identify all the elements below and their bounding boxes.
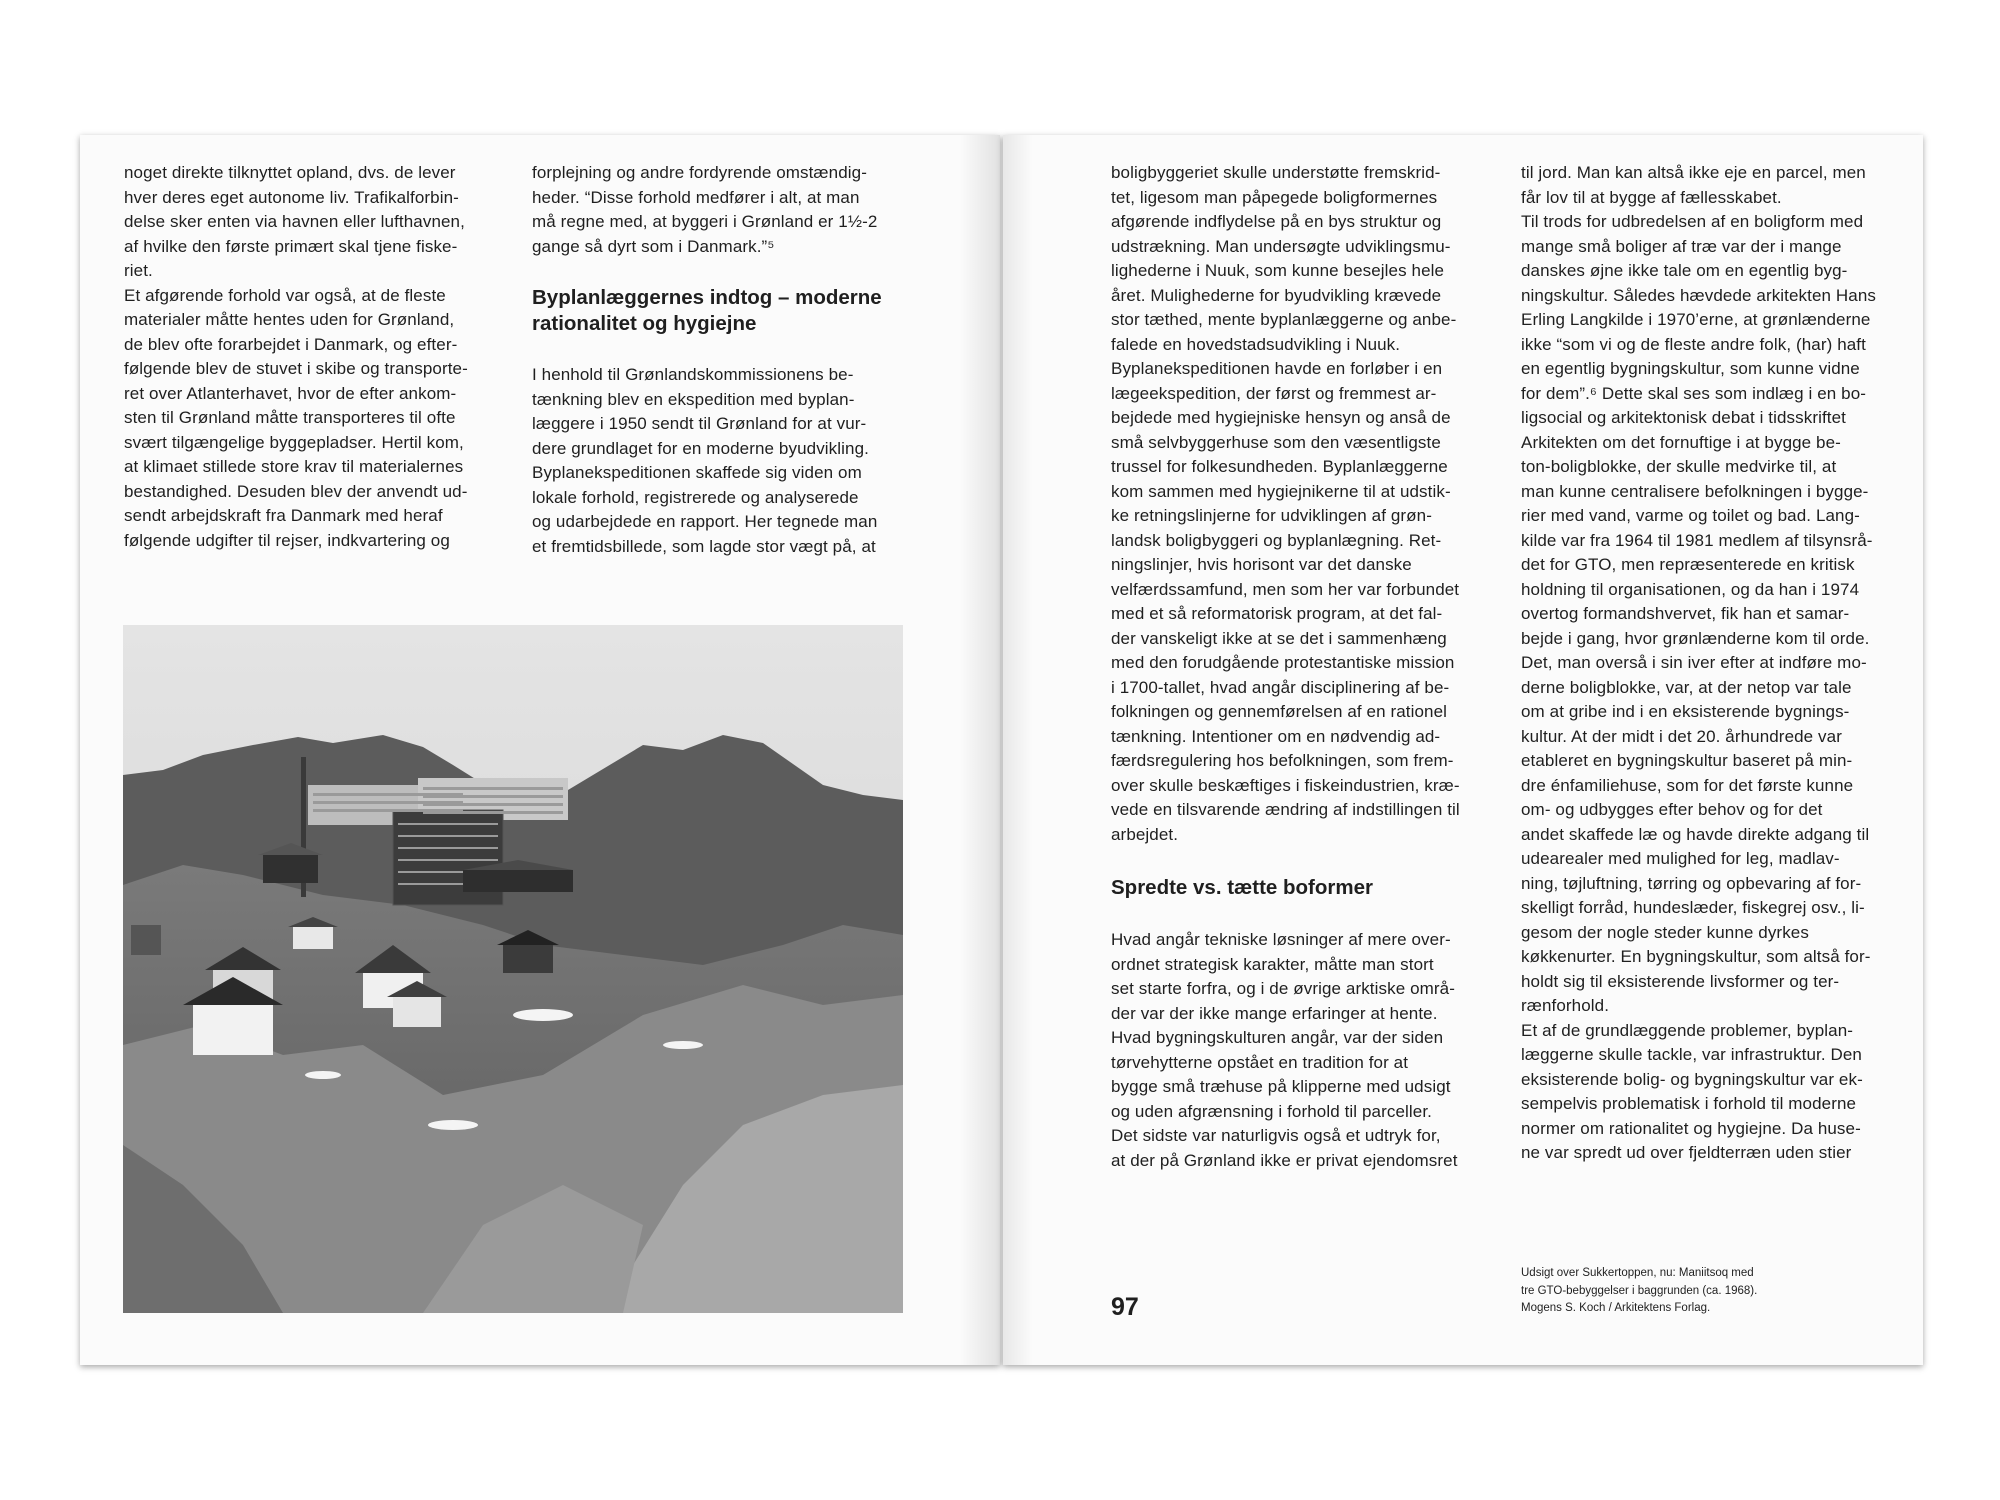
gutter-shadow xyxy=(1003,135,1033,1365)
section-heading-byplan: Byplanlæggernes indtog – moderne rationalitet og hygiejne xyxy=(532,286,882,335)
section-heading-spredte: Spredte vs. tætte boformer xyxy=(1111,876,1373,899)
left-column-2-text: forplejning og andre fordyrende omstændig- heder. “Disse forhold medfører i alt, at man må regne med, at byggeri i Grønland er 1½-2 gange så dyrt som i Danmark.”⁵ xyxy=(532,163,878,256)
right-column-1-text: boligbyggeriet skulle understøtte fremskrid- tet, ligesom man påpegede boligformernes afgørende indflydelse på en bys struktur og udstrækning. Man undersøgte udviklingsmu- lighederne i Nuuk, som kunne besejles hele året. Mulighederne for byudvikling krævede stor tæthed, mente byplanlæggerne og anbe- falede en hovedstadsudvikling i Nuuk. Byplanekspeditionen havde en forløber i en lægeekspedition, der først og fremmest ar- bejdede med hygiejniske hensyn og anså de små selvbyggerhuse som den væsentligste trussel for folkesundheden. Byplanlæggerne kom sammen med hygiejnikerne til at udstik- ke retningslinjerne for udviklingen af grøn- landsk boligbyggeri og byplanlægning. Ret- ningslinjer, hvis horisont var det danske velfærdssamfund, men som her var forbundet med et så reformatorisk program, at det fal- der vanskeligt ikke at se det i sammenhæng med den forudgående protestantiske mission i 1700-tallet, hvad angår disciplinering af be- folkningen og gennemførelsen af en rationel tænkning. Intentioner om en nødvendig ad- færdsregulering hos befolkningen, som frem- over skulle beskæftiges i fiskeindustrien, kræ- vede en tilsvarende ændring af indstillingen til arbejdet. xyxy=(1111,163,1460,844)
gutter-shadow xyxy=(960,135,1000,1365)
right-column-2-text: til jord. Man kan altså ikke eje en parcel, men får lov til at bygge af fællesskabet. Til trods for udbredelsen af en boligform med mange små boliger af træ var der i mange danskes øjne ikke tale om en egentlig byg- ningskultur. Således hævdede arkitekten Hans Erling Langkilde i 1970’erne, at grønlænderne ikke “som vi og de fleste andre folk, (har) haft en egentlig bygningskultur, som kunne vidne for dem”.⁶ Dette skal ses som indlæg i en bo- ligsocial og arkitektonisk debat i tidsskriftet Arkitekten om det fornuftige i at bygge be- ton-boligblokke, der skulle medvirke til, at man kunne centralisere befolkningen i bygge- rier med vand, varme og toilet og bad. Lang- kilde var fra 1964 til 1981 medlem af tilsynsrå- det for GTO, men repræsenterede en kritisk holdning til organisationen, og da han i 1974 overtog formandshvervet, fik han et samar- bejde i gang, hvor grønlænderne kom til orde. Det, man overså i sin iver efter at indføre mo- derne boligblokke, var, at der netop var tale om at gribe ind i en eksisterende bygnings- kultur. At der midt i det 20. århundrede var etableret en bygningskultur baseret på min- dre énfamiliehuse, som for det første kunne om- og udbygges efter behov og for det andet skaffede læ og havde direkte adgang til udearealer med mulighed for leg, madlav- ning, tøjluftning, tørring og opbevaring af for- skelligt forråd, hundeslæder, fiskegrej osv., li- gesom der nogle steder kunne dyrkes køkkenurter. En bygningskultur, som altså for- holdt sig til eksisterende livsformer og ter- rænforhold. Et af de grundlæggende problemer, byplan- læggerne skulle tackle, var infrastruktur. Den eksisterende bolig- og bygningskultur var ek- sempelvis problematisk i forhold til moderne normer om rationalitet og hygiejne. Da huse- ne var spredt ud over fjeldterræn uden stier xyxy=(1521,163,1876,1162)
left-page xyxy=(80,135,1000,1365)
page-number: 97 xyxy=(1111,1293,1139,1321)
right-page xyxy=(1003,135,1923,1365)
left-column-1-text: noget direkte tilknyttet opland, dvs. de lever hver deres eget autonome liv. Trafikalforbin- delse sker enten via havnen eller lufthavnen, af hvilke den første primært skal tjene fiske- riet. Et afgørende forhold var også, at de fleste materialer måtte hentes uden for Grønland, de blev ofte forarbejdet i Danmark, og efter- følgende blev de stuvet i skibe og transporte- ret over Atlanterhavet, hvor de efter ankom- sten til Grønland måtte transporteres til ofte svært tilgængelige byggepladser. Hertil kom, at klimaet stillede store krav til materialernes bestandighed. Desuden blev der anvendt ud- sendt arbejdskraft fra Danmark med heraf følgende udgifter til rejser, indkvartering og xyxy=(124,163,468,550)
landscape-photo xyxy=(123,625,903,1313)
photo-caption: Udsigt over Sukkertoppen, nu: Maniitsoq med tre GTO-bebyggelser i baggrunden (ca. 1968). Mogens S. Koch / Arkitektens Forlag. xyxy=(1521,1267,1758,1314)
right-column-1-text-b: Hvad angår tekniske løsninger af mere over- ordnet strategisk karakter, måtte man stort set starte forfra, og i de øvrige arktiske områ- der var der ikke mange erfaringer at hente. Hvad bygningskulturen angår, var der siden tørvehytterne opstået en tradition for at bygge små træhuse på klipperne med udsigt og uden afgrænsning i forhold til parceller. Det sidste var naturligvis også et udtryk for, at der på Grønland ikke er privat ejendomsret xyxy=(1111,930,1458,1170)
left-column-2-text-b: I henhold til Grønlandskommissionens be- tænkning blev en ekspedition med byplan- læggere i 1950 sendt til Grønland for at vur- dere grundlaget for en moderne byudvikling. Byplanekspeditionen skaffede sig viden om lokale forhold, registrerede og analyserede og udarbejdede en rapport. Her tegnede man et fremtidsbillede, som lagde stor vægt på, at xyxy=(532,365,878,556)
